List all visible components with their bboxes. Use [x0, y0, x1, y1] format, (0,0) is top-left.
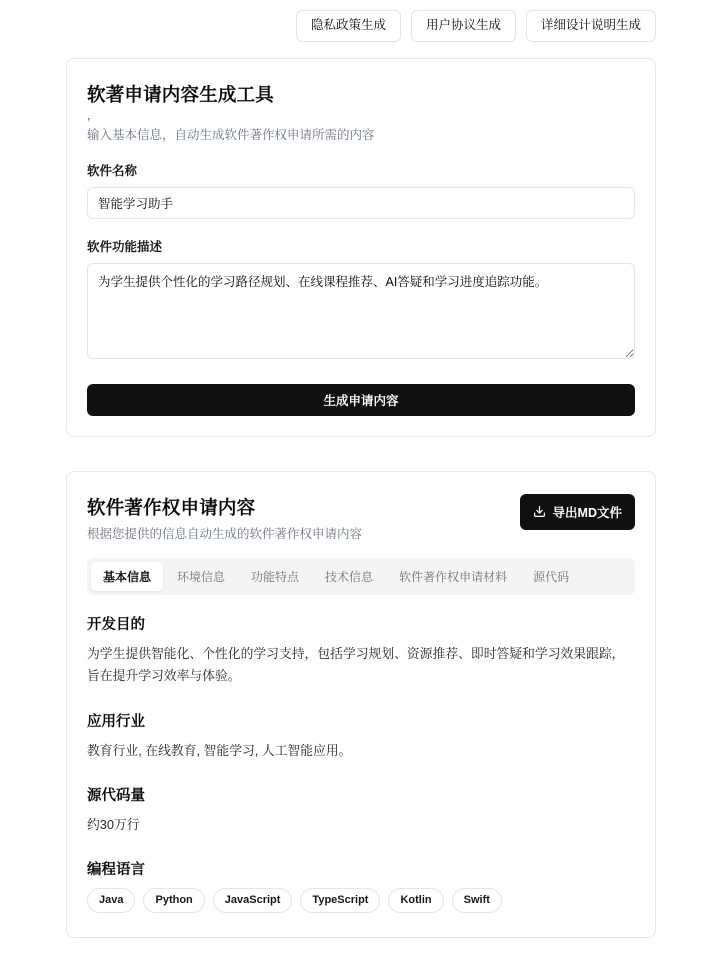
- result-tabs: [87, 558, 635, 595]
- section-title: 编程语言: [87, 862, 145, 879]
- tab-source-code[interactable]: 源代码: [521, 562, 581, 591]
- tab-copyright-materials[interactable]: 软件著作权申请材料: [387, 562, 519, 591]
- section-body: 为学生提供智能化、个性化的学习支持，包括学习规划、资源推荐、即时答疑和学习效果跟踪，旨在提升学习效率与体验。: [87, 645, 625, 684]
- export-md-button-label: 导出MD文件: [552, 505, 622, 520]
- section-body: 约30万行: [87, 816, 140, 832]
- software-description-field-group: [87, 237, 635, 364]
- result-card: [66, 471, 656, 938]
- software-description-label: 软件功能描述: [87, 239, 163, 254]
- section-development-purpose: [87, 613, 635, 688]
- result-subtitle: 根据您提供的信息自动生成的软件著作权申请内容: [87, 526, 363, 541]
- language-chip: TypeScript: [300, 888, 380, 912]
- result-header-text: [87, 494, 362, 542]
- section-source-code-volume: [87, 784, 635, 836]
- tab-technical-info[interactable]: 技术信息: [313, 562, 385, 591]
- generator-form-card: [66, 58, 656, 437]
- language-chip: Swift: [452, 888, 502, 912]
- software-name-field-group: [87, 161, 635, 219]
- language-chip: JavaScript: [213, 888, 293, 912]
- section-title: 源代码量: [87, 787, 145, 804]
- software-name-label: 软件名称: [87, 163, 138, 178]
- privacy-policy-generate-button[interactable]: 隐私政策生成: [296, 10, 401, 42]
- generate-application-button[interactable]: 生成申请内容: [87, 384, 635, 416]
- section-title: 应用行业: [87, 713, 145, 730]
- tab-feature-highlights[interactable]: 功能特点: [239, 562, 311, 591]
- export-md-button[interactable]: [520, 494, 635, 530]
- language-chip: Python: [143, 888, 204, 912]
- language-chip: Kotlin: [388, 888, 443, 912]
- top-toolbar: [0, 0, 722, 52]
- language-chip-list: [87, 888, 635, 912]
- result-card-header: [87, 494, 635, 542]
- section-title: 开发目的: [87, 616, 145, 633]
- section-body: 教育行业, 在线教育, 智能学习, 人工智能应用。: [87, 742, 352, 758]
- section-application-industry: [87, 710, 635, 762]
- tab-environment-info[interactable]: 环境信息: [165, 562, 237, 591]
- tab-basic-info[interactable]: 基本信息: [91, 562, 163, 591]
- software-name-input[interactable]: [87, 187, 635, 219]
- detailed-design-doc-generate-button[interactable]: 详细设计说明生成: [526, 10, 656, 42]
- page-title: 软著申请内容生成工具: [87, 83, 275, 105]
- language-chip: Java: [87, 888, 135, 912]
- title-trailing-comma: ，: [87, 109, 98, 122]
- user-agreement-generate-button[interactable]: 用户协议生成: [411, 10, 516, 42]
- software-description-textarea[interactable]: [87, 263, 635, 359]
- section-programming-languages: [87, 858, 635, 912]
- download-icon: [533, 505, 546, 518]
- result-title: 软件著作权申请内容: [87, 496, 256, 518]
- page-subtitle: 输入基本信息，自动生成软件著作权申请所需的内容: [87, 127, 375, 142]
